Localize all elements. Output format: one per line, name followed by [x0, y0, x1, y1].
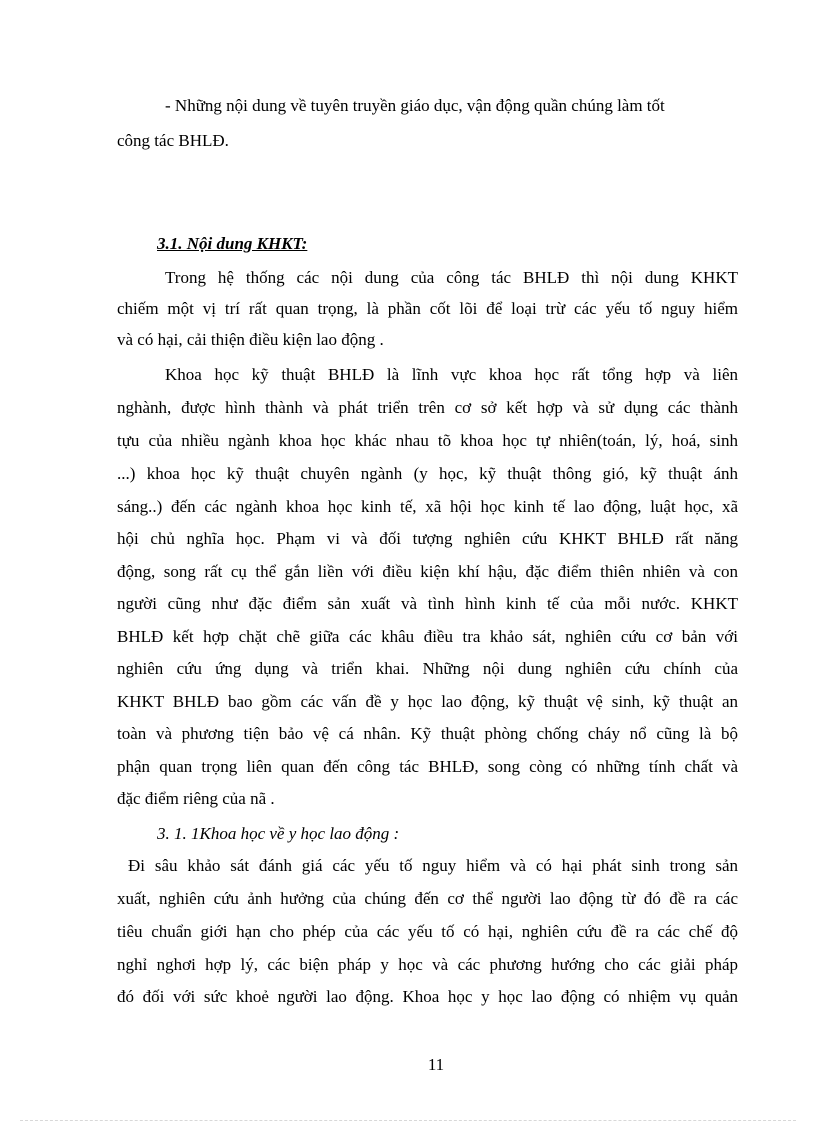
para2-line-8: người cũng như đặc điểm sản xuất và tình hình kinh tế của mỗi nước. KHKT — [117, 594, 738, 613]
para3-line-2: xuất, nghiên cứu ảnh hưởng của chúng đến cơ thể người lao động từ đó đề ra các — [117, 889, 738, 908]
para2-line-14: đặc điểm riêng của nã . — [117, 789, 275, 808]
para2-line-12: toàn và phương tiện bảo vệ cá nhân. Kỹ thuật phòng chống cháy nổ cũng là bộ — [117, 724, 738, 743]
para2-line-2: nghành, được hình thành và phát triển trên cơ sở kết hợp và sử dụng các thành — [117, 398, 738, 417]
page-number: 11 — [427, 1055, 445, 1074]
para2-line-5: sáng..) đến các ngành khoa học kinh tế, xã hội học kinh tế lao động, luật học, xã — [117, 497, 738, 516]
para2-line-13: phận quan trọng liên quan đến công tác BHLĐ, song còng có những tính chất và — [117, 757, 738, 776]
section-heading: 3.1. Nội dung KHKT: — [157, 234, 308, 253]
para1-line-1: Trong hệ thống các nội dung của công tác BHLĐ thì nội dung KHKT — [165, 268, 738, 287]
intro-line-1: - Những nội dung về tuyên truyền giáo dục, vận động quần chúng làm tốt — [165, 96, 665, 115]
para2-line-3: tựu của nhiều ngành khoa học khác nhau tõ khoa học tự nhiên(toán, lý, hoá, sinh — [117, 431, 738, 450]
para3-line-1: Đi sâu khảo sát đánh giá các yếu tố nguy hiểm và có hại phát sinh trong sản — [128, 856, 738, 875]
intro-line-2: công tác BHLĐ. — [117, 131, 229, 150]
para2-line-10: nghiên cứu ứng dụng và triển khai. Những nội dung nghiên cứu chính của — [117, 659, 738, 678]
para2-line-6: hội chủ nghĩa học. Phạm vi và đối tượng nghiên cứu KHKT BHLĐ rất năng — [117, 529, 738, 548]
para2-line-9: BHLĐ kết hợp chặt chẽ giữa các khâu điều tra khảo sát, nghiên cứu cơ bản với — [117, 627, 738, 646]
para2-line-7: động, song rất cụ thể gắn liền với điều kiện khí hậu, đặc điểm thiên nhiên và con — [117, 562, 738, 581]
para3-line-4: nghỉ nghơi hợp lý, các biện pháp y học và các phương hướng cho các giải pháp — [117, 955, 738, 974]
page-bottom-divider — [20, 1120, 796, 1121]
para3-line-3: tiêu chuẩn giới hạn cho phép của các yếu tố có hại, nghiên cứu đề ra các chế độ — [117, 922, 738, 941]
subsection-heading: 3. 1. 1Khoa học về y học lao động : — [157, 824, 400, 843]
para2-line-1: Khoa học kỹ thuật BHLĐ là lĩnh vực khoa học rất tổng hợp và liên — [165, 365, 738, 384]
para2-line-4: ...) khoa học kỹ thuật chuyên ngành (y học, kỹ thuật thông gió, kỹ thuật ánh — [117, 464, 738, 483]
para1-line-3: và có hại, cải thiện điều kiện lao động . — [117, 330, 384, 349]
para2-line-11: KHKT BHLĐ bao gồm các vấn đề y học lao động, kỹ thuật vệ sinh, kỹ thuật an — [117, 692, 738, 711]
para3-line-5: đó đối với sức khoẻ người lao động. Khoa học y học lao động có nhiệm vụ quản — [117, 987, 738, 1006]
para1-line-2: chiếm một vị trí rất quan trọng, là phần cốt lõi để loại trừ các yếu tố nguy hiểm — [117, 299, 738, 318]
